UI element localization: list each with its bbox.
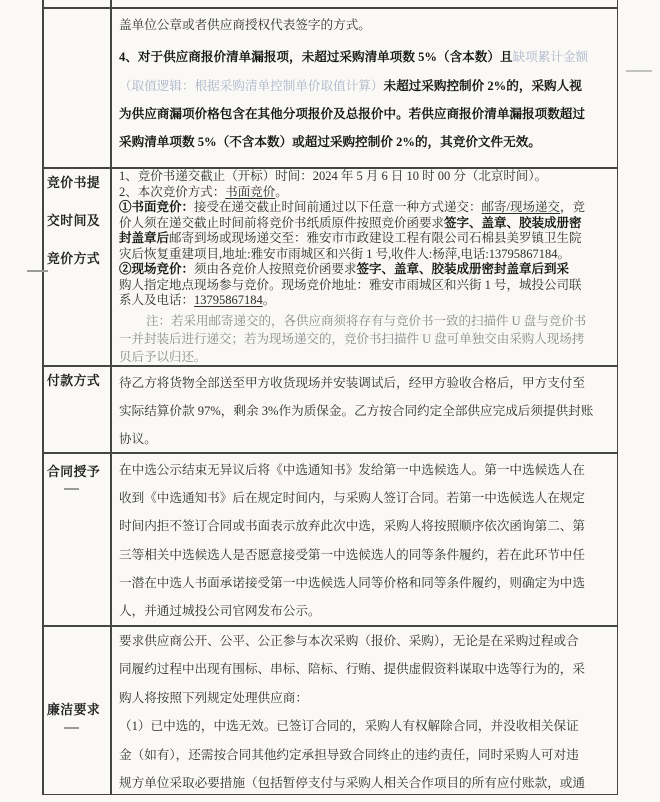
text-line: 同履约过程中出现有围标、串标、陪标、行贿、提供虚假资料谋取中选等行为的，采	[119, 662, 585, 677]
text-line: 协议。	[119, 432, 157, 447]
text-line: 金（如有），还需按合同其他约定承担导致合同终止的违约责任，同时采购人可对违	[119, 747, 579, 762]
row-content-integrity	[119, 627, 615, 797]
text-line: 一并封装后进行递交；若为现场递交的，竞价书扫描件 U 盘可单独交由采购人现场拷	[119, 331, 585, 346]
table-column-divider	[110, 0, 112, 795]
text-line: 价人须在递交截止时间前将竞价书纸质原件按照竞价函要求签字、盖章、胶装成册密	[119, 215, 582, 230]
table-left-border	[42, 0, 44, 795]
text-line: 人，并通过城投公司官网发布公示。	[119, 604, 321, 619]
text-line: 注：若采用邮寄递交的，各供应商须将存有与竞价书一致的扫描件 U 盘与竞价书	[146, 313, 587, 328]
row-header-deadline-method: 竞价书提交时间及竞价方式	[47, 176, 101, 266]
text-line: 1、竞价书递交截止（开标）时间：2024 年 5 月 6 日 10 时 00 分（北京时间）。	[119, 169, 548, 183]
text-line: 时间内拒不签订合同或书面表示放弃此次中选，采购人将按照顺序依次函询第二、第	[119, 519, 585, 534]
row-content-contract-award	[119, 456, 615, 625]
text-line: 盖单位公章或者供应商授权代表签字的方式。	[119, 18, 371, 32]
text-line: 封盖章后邮寄到场或现场递交至：雅安市市政建设工程有限公司石棉县美罗镇卫生院	[119, 231, 582, 245]
text-line: 一潜在中选人书面承诺接受第一中选候选人同等价格和同等条件履约，则确定为中选	[119, 575, 585, 590]
scan-artifact-dash	[64, 727, 79, 729]
scan-artifact-dash	[27, 270, 48, 272]
text-line: 购人将按照下列规定处理供应商：	[119, 690, 308, 705]
text-line: （1）已中选的，中选无效。已签订合同的，采购人有权解除合同，并没收相关保证	[119, 719, 579, 734]
text-line: 三等相关中选候选人是否愿意接受第一中选候选人的同等条件履约，若在此环节中任	[119, 547, 585, 562]
text-line: 收到《中选通知书》后在规定时间内，与采购人签订合同。若第一中选候选人在规定	[119, 491, 585, 506]
scan-artifact-dash	[626, 70, 652, 72]
scan-artifact-dash	[64, 488, 79, 490]
text-line: ①书面竞价：接受在递交截止时间前通过以下任意一种方式递交：邮寄/现场递交，竞	[119, 200, 586, 214]
text-line: 为供应商漏项价格包含在其他分项报价及总报价中。若供应商报价清单漏报项数超过	[119, 106, 585, 121]
text-line: 购人指定地点现场参与竞价。现场竞价地址：雅安市雨城区和兴街 1 号，城投公司联	[119, 277, 582, 292]
text-line: 系人及电话：13795867184。	[119, 293, 276, 307]
table-right-border	[617, 0, 619, 795]
text-line: 2、本次竞价方式：书面竞价。	[119, 184, 288, 199]
text-line: 待乙方将货物全部送至甲方收货现场并安装调试后，经甲方验收合格后，甲方支付至	[119, 376, 585, 390]
text-line: 采购清单项数 5%（不含本数）或超过采购控制价 2%的，其竞价文件无效。	[119, 135, 541, 150]
row-header-contract-award: 合同授予	[47, 465, 101, 479]
text-line: 4、对于供应商报价清单漏报项，未超过采购清单项数 5%（含本数）且缺项累计金额	[119, 50, 589, 65]
row-border	[42, 7, 618, 9]
text-line: 要求供应商公开、公平、公正参与本次采购（报价、采购），无论是在采购过程或合	[119, 634, 579, 648]
text-line: ②现场竞价：须由各竞价人按照竞价函要求签字、盖章、胶装成册密封盖章后到采	[119, 262, 570, 276]
text-line: （取值逻辑：根据采购清单控制单价取值计算）未超过采购控制价 2%的，采购人视	[119, 78, 582, 93]
text-line: 规方单位采取必要措施（包括暂停支付与采购人相关合作项目的所有应付账款，或通	[119, 776, 585, 791]
text-line: 在中选公示结束无异议后将《中选通知书》发给第一中选候选人。第一中选候选人在	[119, 463, 585, 477]
row-content-missed-items	[119, 11, 615, 156]
text-line: 实际结算价款 97%，剩余 3%作为质保金。乙方按合同约定全部供应完成后须提供封账	[119, 404, 594, 419]
row-header-payment: 付款方式	[47, 374, 101, 388]
row-header-integrity: 廉洁要求	[47, 703, 101, 717]
text-line: 贝后予以归还。	[119, 349, 207, 364]
row-content-deadline-method	[119, 169, 615, 366]
row-content-payment	[119, 369, 615, 454]
text-line: 灾后恢复重建项目,地址:雅安市雨城区和兴街 1 号,收件人:杨萍,电话:13795867184。	[119, 246, 571, 261]
